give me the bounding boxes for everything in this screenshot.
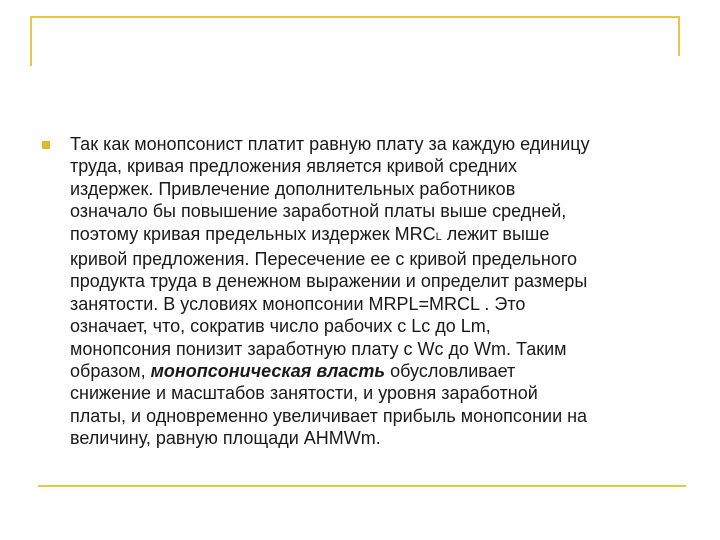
text-line: лежит выше [441, 223, 550, 244]
text-line: поэтому кривая предельных издержек MRC [70, 223, 436, 244]
text-line: продукта труда в денежном выражении и определит размеры [70, 271, 588, 292]
bullet-paragraph [70, 133, 690, 450]
text-line: величину, равную площади AHMWm. [70, 428, 381, 449]
frame-bottom-line [38, 485, 686, 487]
text-line: обусловливает [385, 361, 516, 382]
text-line: означает, что, сократив число рабочих с Lc до Lm, [70, 316, 491, 337]
emphasis-term: монопсоническая власть [150, 361, 386, 382]
text-line: платы, и одновременно увеличивает прибыль монопсонии на [70, 405, 588, 426]
bullet-square-icon [42, 141, 50, 149]
frame-right-line [678, 16, 680, 56]
text-line: снижение и масштабов занятости, и уровня заработной [70, 383, 538, 404]
text-line: кривой предложения. Пересечение ее с кривой предельного [70, 249, 578, 270]
text-line: издержек. Привлечение дополнительных работников [70, 178, 516, 199]
frame-left-line [30, 16, 32, 66]
text-line: образом, [70, 361, 151, 382]
subscript-l: L [435, 230, 442, 243]
text-line: занятости. В условиях монопсонии MRPL=MRCL . Это [70, 293, 526, 314]
text-line: труда, кривая предложения является кривой средних [70, 156, 518, 177]
text-line: Так как монопсонист платит равную плату за каждую единицу [70, 134, 590, 154]
frame-top-line [30, 16, 680, 18]
text-line: монопсония понизит заработную плату с Wc до Wm. Таким [70, 338, 567, 359]
text-line: означало бы повышение заработной платы выше средней, [70, 201, 567, 222]
